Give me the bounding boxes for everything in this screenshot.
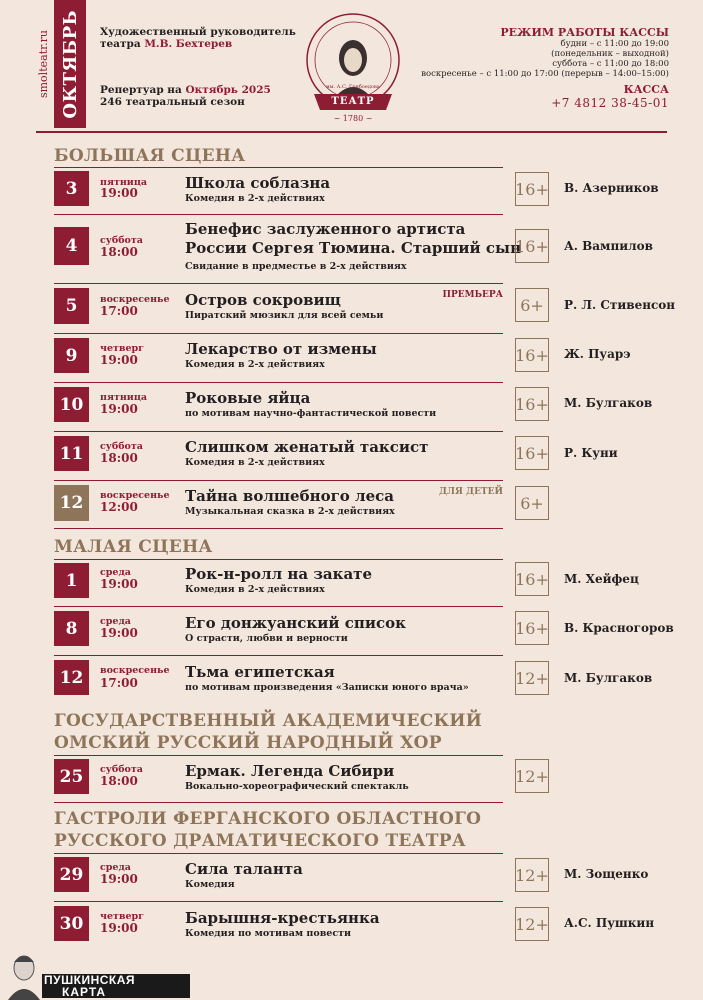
event-author: В. Красногоров: [564, 621, 674, 635]
event-subtitle: Комедия: [185, 879, 235, 890]
event-title[interactable]: Сила таланта: [185, 860, 303, 878]
event-subtitle: Комедия в 2-х действиях: [185, 193, 325, 204]
event-title[interactable]: Его донжуанский список: [185, 614, 406, 632]
age-rating-badge: 16+: [515, 338, 549, 372]
event-weekday: среда: [100, 567, 131, 578]
event-time: 19:00: [100, 577, 138, 591]
event-subtitle: Свидание в предместье в 2-х действиях: [185, 261, 407, 272]
row-divider: [54, 167, 503, 168]
pushkin-card-logo[interactable]: [4, 948, 194, 1000]
event-subtitle: Пиратский мюзикл для всей семьи: [185, 310, 384, 321]
hours-line: суббота – с 11:00 до 18:00: [552, 59, 669, 69]
row-divider: [54, 901, 503, 902]
event-day: 10: [54, 387, 89, 422]
event-time: 12:00: [100, 500, 138, 514]
director-prefix: театра: [100, 38, 141, 50]
event-subtitle: по мотивам произведения «Записки юного врача»: [185, 682, 469, 693]
event-title[interactable]: Тьма египетская: [185, 663, 335, 681]
event-subtitle: по мотивам научно-фантастической повести: [185, 408, 437, 419]
section-title-line: ОМСКИЙ РУССКИЙ НАРОДНЫЙ ХОР: [54, 733, 442, 753]
event-subtitle: Комедия по мотивам повести: [185, 928, 352, 939]
age-rating-badge: 12+: [515, 907, 549, 941]
pushkin-card-line2: КАРТА: [62, 985, 107, 999]
row-divider: [54, 655, 503, 656]
event-weekday: суббота: [100, 235, 143, 246]
row-divider: [54, 755, 503, 756]
logo-text: ТЕАТР: [331, 96, 375, 107]
row-divider: [54, 382, 503, 383]
row-divider: [54, 606, 503, 607]
section-title-fergana-tour: [54, 808, 481, 852]
row-divider: [54, 559, 503, 560]
event-author: М. Зощенко: [564, 867, 649, 881]
event-title[interactable]: Барышня-крестьянка: [185, 909, 380, 927]
event-title[interactable]: Рок-н-ролл на закате: [185, 565, 373, 583]
event-subtitle: Комедия в 2-х действиях: [185, 457, 325, 468]
event-time: 18:00: [100, 451, 138, 465]
site-link[interactable]: [36, 0, 50, 128]
event-author: В. Азерников: [564, 181, 659, 195]
event-title[interactable]: Тайна волшебного леса: [185, 487, 394, 505]
event-time: 17:00: [100, 304, 138, 318]
event-day: 3: [54, 171, 89, 206]
box-office-title: РЕЖИМ РАБОТЫ КАССЫ: [500, 26, 669, 39]
director-line2: [100, 38, 296, 50]
age-rating-badge: 12+: [515, 759, 549, 793]
section-title-omsk-choir: [54, 710, 482, 754]
season-label: 246 театральный сезон: [100, 96, 245, 108]
age-rating-badge: 16+: [515, 611, 549, 645]
site-link-text[interactable]: smolteatr.ru: [36, 29, 50, 98]
event-author: М. Булгаков: [564, 396, 653, 410]
event-subtitle: Музыкальная сказка в 2-х действиях: [185, 506, 395, 517]
month-tab-label: [54, 0, 86, 128]
event-subtitle: Комедия в 2-х действиях: [185, 359, 325, 370]
age-rating-badge: 16+: [515, 436, 549, 470]
event-day: 12: [54, 660, 89, 695]
event-weekday: среда: [100, 616, 131, 627]
pushkin-card-line1: ПУШКИНСКАЯ: [44, 973, 136, 987]
event-time: 19:00: [100, 353, 138, 367]
row-divider: [54, 480, 503, 481]
age-rating-badge: 16+: [515, 229, 549, 263]
age-rating-badge: 16+: [515, 562, 549, 596]
event-time: 19:00: [100, 186, 138, 200]
event-author: А. Вампилов: [564, 239, 653, 253]
event-day: 4: [54, 227, 89, 265]
kids-badge: ДЛЯ ДЕТЕЙ: [439, 487, 503, 497]
event-title[interactable]: Бенефис заслуженного артиста: [185, 220, 466, 238]
event-subtitle: О страсти, любви и верности: [185, 633, 348, 644]
premiere-badge: ПРЕМЬЕРА: [442, 290, 503, 300]
header-divider: [36, 131, 667, 133]
age-rating-badge: 12+: [515, 661, 549, 695]
event-weekday: четверг: [100, 343, 144, 354]
event-weekday: пятница: [100, 392, 148, 403]
event-time: 19:00: [100, 402, 138, 416]
event-weekday: среда: [100, 862, 131, 873]
logo-subtitle: им. А.С. Грибоедова: [326, 84, 380, 90]
row-divider: [54, 214, 503, 215]
event-weekday: суббота: [100, 441, 143, 452]
event-day: 25: [54, 759, 89, 794]
event-author: Р. Куни: [564, 446, 618, 460]
event-weekday: воскресенье: [100, 665, 170, 676]
hours-line: воскресенье – с 11:00 до 17:00 (перерыв – 14:00–15:00): [421, 69, 669, 79]
section-title-line: ГОСУДАРСТВЕННЫЙ АКАДЕМИЧЕСКИЙ: [54, 711, 483, 731]
box-office-hours: [421, 39, 669, 79]
event-title[interactable]: Остров сокровищ: [185, 291, 341, 309]
phone-number[interactable]: +7 4812 38-45-01: [551, 96, 669, 110]
event-day: 5: [54, 288, 89, 324]
section-title-big-stage: БОЛЬШАЯ СЦЕНА: [54, 146, 246, 166]
logo-year: ~ 1780 ~: [333, 114, 373, 123]
theatre-logo: [300, 8, 406, 128]
event-time: 17:00: [100, 676, 138, 690]
row-divider: [54, 528, 503, 529]
pushkin-portrait-icon: [4, 950, 44, 1000]
row-divider: [54, 333, 503, 334]
event-title[interactable]: России Сергея Тюмина. Старший сын: [185, 239, 522, 257]
repertoire-month: Октябрь 2025: [185, 84, 271, 96]
event-author: М. Булгаков: [564, 671, 653, 685]
row-divider: [54, 802, 503, 803]
age-rating-badge: 16+: [515, 172, 549, 206]
section-title-line: РУССКОГО ДРАМАТИЧЕСКОГО ТЕАТРА: [54, 831, 466, 851]
hours-line: (понедельник – выходной): [551, 49, 669, 59]
event-author: А.С. Пушкин: [564, 916, 655, 930]
event-title[interactable]: Роковые яйца: [185, 389, 311, 407]
event-time: 19:00: [100, 872, 138, 886]
event-day: 30: [54, 906, 89, 941]
event-subtitle: Вокально-хореографический спектакль: [185, 781, 409, 792]
repertoire-line: [100, 84, 271, 96]
row-divider: [54, 853, 503, 854]
event-weekday: воскресенье: [100, 490, 170, 501]
event-day: 29: [54, 857, 89, 892]
director-name: М.В. Бехтерев: [144, 38, 233, 50]
event-title[interactable]: Лекарство от измены: [185, 340, 377, 358]
event-title[interactable]: Слишком женатый таксист: [185, 438, 429, 456]
event-subtitle: Комедия в 2-х действиях: [185, 584, 325, 595]
repertoire-block: [100, 84, 271, 108]
event-day: 12: [54, 485, 89, 521]
kassa-title: КАССА: [623, 83, 669, 96]
event-day: 1: [54, 563, 89, 598]
event-time: 19:00: [100, 626, 138, 640]
row-divider: [54, 283, 503, 284]
director-block: [100, 26, 296, 50]
row-divider: [54, 431, 503, 432]
age-rating-badge: 16+: [515, 387, 549, 421]
age-rating-badge: 6+: [515, 486, 549, 520]
section-title-line: ГАСТРОЛИ ФЕРГАНСКОГО ОБЛАСТНОГО: [54, 809, 482, 829]
director-line1: Художественный руководитель: [100, 26, 296, 38]
event-day: 11: [54, 436, 89, 471]
event-time: 19:00: [100, 921, 138, 935]
event-weekday: суббота: [100, 764, 143, 775]
hours-line: будни – с 11:00 до 19:00: [560, 39, 669, 49]
event-title[interactable]: Ермак. Легенда Сибири: [185, 762, 395, 780]
event-weekday: четверг: [100, 911, 144, 922]
event-title[interactable]: Школа соблазна: [185, 174, 331, 192]
age-rating-badge: 6+: [515, 288, 549, 322]
month-label: ОКТЯБРЬ: [59, 9, 81, 119]
event-author: Ж. Пуарэ: [564, 347, 631, 361]
section-title-small-stage: МАЛАЯ СЦЕНА: [54, 537, 213, 557]
event-day: 8: [54, 611, 89, 646]
logo-emblem-icon: [300, 8, 406, 128]
event-weekday: пятница: [100, 177, 148, 188]
event-author: М. Хейфец: [564, 572, 639, 586]
repertoire-prefix: Репертуар на: [100, 84, 182, 96]
event-time: 18:00: [100, 774, 138, 788]
event-author: Р. Л. Стивенсон: [564, 298, 676, 312]
event-time: 18:00: [100, 245, 138, 259]
event-weekday: воскресенье: [100, 294, 170, 305]
age-rating-badge: 12+: [515, 858, 549, 892]
event-day: 9: [54, 338, 89, 373]
